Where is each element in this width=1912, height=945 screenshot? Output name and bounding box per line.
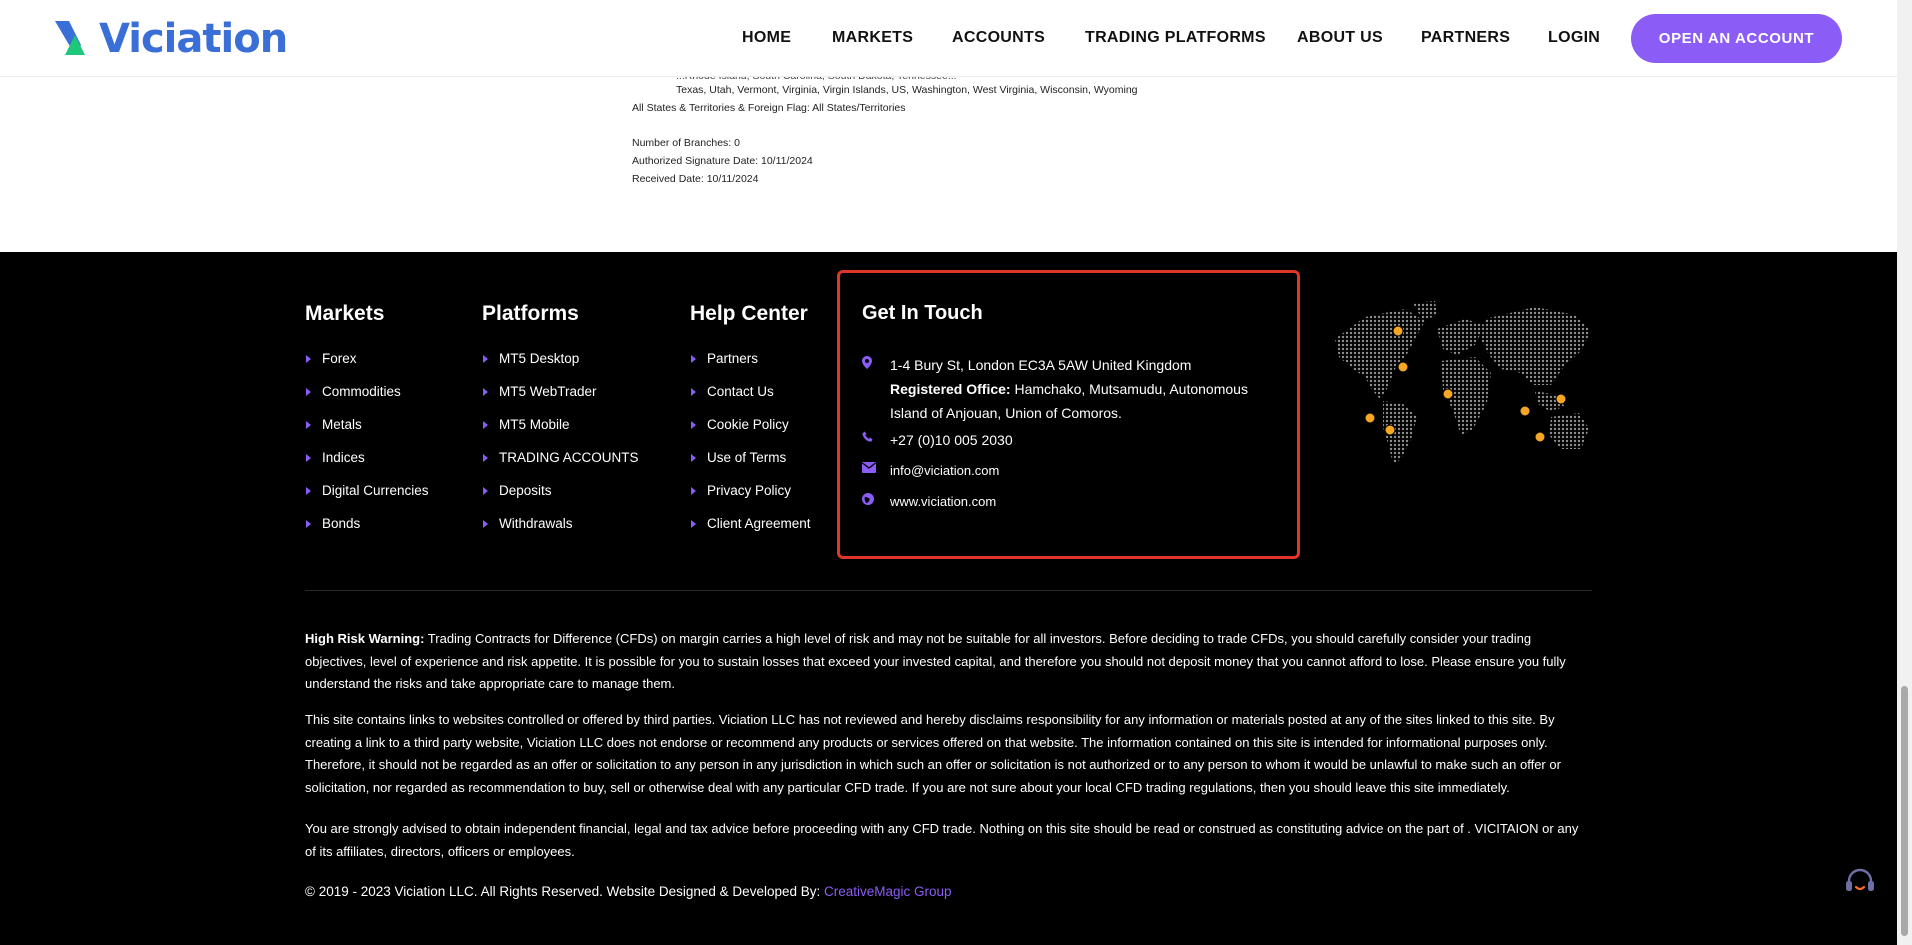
get-in-touch-title: Get In Touch (862, 302, 983, 324)
page-scrollbar[interactable] (1897, 0, 1912, 945)
footer-link-deposits[interactable]: Deposits (482, 483, 639, 516)
third-party-disclaimer: This site contains links to websites controlled or offered by third parties. Viciation LLC has not reviewed and hereby disclaims responsibility for any information or materials posted at any of the sites linked to this site. By creating a link to a third party website, Viciation LLC does not endorse or recommend any products or services offered on that website. The information contained on this site is intended for informational purposes only. Therefore, it should not be regarded as an offer or solicitation to any person in any jurisdiction in which such an offer or solicitation is not authorized or to any person to whom it would be unlawful to make such an offer or solicitation, nor regarded as recommendation to buy, sell or otherwise deal with any particular CFD trade. If you are not sure about your local CFD trading regulations, then you should leave this site immediately. (305, 712, 1561, 795)
map-pin-icon (862, 353, 890, 425)
logo-mark-icon (55, 21, 95, 57)
doc-states-line: Texas, Utah, Vermont, Virginia, Virgin Islands, US, Washington, West Virginia, Wisconsin, Wyoming (676, 84, 1138, 96)
registered-office-label: Registered Office: (890, 381, 1011, 397)
site-header (0, 0, 1897, 77)
footer-link-use-of-terms[interactable]: Use of Terms (690, 450, 811, 483)
triangle-bullet-icon (306, 388, 311, 396)
contact-website[interactable] (862, 490, 996, 514)
nav-home[interactable]: HOME (742, 29, 792, 46)
markets-list (305, 351, 429, 549)
footer-link-mt5-mobile[interactable]: MT5 Mobile (482, 417, 639, 450)
triangle-bullet-icon (691, 520, 696, 528)
doc-partial-line (676, 77, 1196, 82)
footer-link-indices[interactable]: Indices (305, 450, 429, 483)
phone-icon (862, 428, 890, 452)
footer-link-trading-accounts[interactable]: TRADING ACCOUNTS (482, 450, 639, 483)
envelope-icon (862, 459, 890, 483)
doc-all-states: All States & Territories & Foreign Flag: All States/Territories (632, 102, 906, 114)
footer-link-cookie-policy[interactable]: Cookie Policy (690, 417, 811, 450)
doc-received-date: Received Date: 10/11/2024 (632, 173, 759, 185)
globe-icon (862, 490, 890, 514)
copyright-text: © 2019 - 2023 Viciation LLC. All Rights Reserved. Website Designed & Developed By: (305, 884, 824, 899)
world-map-image (1325, 299, 1593, 467)
doc-signature-date: Authorized Signature Date: 10/11/2024 (632, 155, 813, 167)
triangle-bullet-icon (483, 454, 488, 462)
scrollbar-thumb[interactable] (1901, 686, 1908, 936)
contact-email[interactable] (862, 459, 999, 483)
nav-trading-platforms[interactable]: TRADING PLATFORMS (1085, 29, 1266, 46)
footer-link-partners[interactable]: Partners (690, 351, 811, 384)
high-risk-label: High Risk Warning: (305, 631, 425, 646)
contact-phone[interactable] (862, 428, 1013, 452)
triangle-bullet-icon (483, 520, 488, 528)
doc-branches: Number of Branches: 0 (632, 137, 740, 149)
triangle-bullet-icon (306, 454, 311, 462)
contact-address (862, 353, 1272, 425)
registered-office-text: Hamchako, Mutsamudu, Autonomous Island of Anjouan, Union of Comoros. (890, 381, 1248, 421)
triangle-bullet-icon (691, 355, 696, 363)
footer-link-metals[interactable]: Metals (305, 417, 429, 450)
footer-link-client-agreement[interactable]: Client Agreement (690, 516, 811, 549)
footer-link-digital-currencies[interactable]: Digital Currencies (305, 483, 429, 516)
footer-divider (305, 590, 1592, 591)
triangle-bullet-icon (483, 421, 488, 429)
nav-partners[interactable]: PARTNERS (1421, 29, 1511, 46)
triangle-bullet-icon (691, 454, 696, 462)
triangle-bullet-icon (691, 487, 696, 495)
site-footer (0, 252, 1897, 945)
nav-about-us[interactable]: ABOUT US (1297, 29, 1383, 46)
footer-link-contact-us[interactable]: Contact Us (690, 384, 811, 417)
nav-login[interactable]: LOGIN (1548, 29, 1601, 46)
footer-link-withdrawals[interactable]: Withdrawals (482, 516, 639, 549)
nav-accounts[interactable]: ACCOUNTS (952, 29, 1046, 46)
copyright (305, 884, 952, 899)
headset-support-icon[interactable] (1843, 866, 1877, 900)
help-center-title: Help Center (690, 302, 808, 325)
triangle-bullet-icon (483, 355, 488, 363)
phone-text: +27 (0)10 005 2030 (890, 432, 1013, 448)
email-text: info@viciation.com (890, 463, 1000, 478)
platforms-title: Platforms (482, 302, 579, 325)
triangle-bullet-icon (483, 388, 488, 396)
logo-text: Viciation (99, 16, 288, 62)
platforms-list (482, 351, 639, 549)
triangle-bullet-icon (306, 421, 311, 429)
triangle-bullet-icon (483, 487, 488, 495)
footer-link-privacy-policy[interactable]: Privacy Policy (690, 483, 811, 516)
viciation-logo[interactable] (55, 16, 288, 62)
open-account-button[interactable]: OPEN AN ACCOUNT (1631, 14, 1842, 63)
triangle-bullet-icon (306, 520, 311, 528)
markets-title: Markets (305, 302, 385, 325)
footer-link-mt5-webtrader[interactable]: MT5 WebTrader (482, 384, 639, 417)
footer-link-mt5-desktop[interactable]: MT5 Desktop (482, 351, 639, 384)
triangle-bullet-icon (306, 355, 311, 363)
nav-markets[interactable]: MARKETS (832, 29, 914, 46)
website-text: www.viciation.com (890, 494, 997, 509)
high-risk-warning (305, 628, 1592, 696)
advice-disclaimer: You are strongly advised to obtain independent financial, legal and tax advice before proceeding with any CFD trade. Nothing on this site should be read or construed as constituting advice on the part of . VICITAION or any of its affiliates, directors, officers or employees. (305, 821, 1579, 859)
developer-link[interactable]: CreativeMagic Group (824, 884, 952, 899)
address-text: 1-4 Bury St, London EC3A 5AW United Kingdom (890, 357, 1192, 373)
help-center-list (690, 351, 811, 549)
footer-link-forex[interactable]: Forex (305, 351, 429, 384)
triangle-bullet-icon (306, 487, 311, 495)
footer-link-commodities[interactable]: Commodities (305, 384, 429, 417)
triangle-bullet-icon (691, 388, 696, 396)
high-risk-text: Trading Contracts for Difference (CFDs) on margin carries a high level of risk and may not be suitable for all investors. Before deciding to trade CFDs, you should carefully consider your trading objectives, level of experience and risk appetite. It is possible for you to sustain losses that exceed your invested capital, and therefore you should not deposit money that you cannot afford to lose. Please ensure you fully understand the risks and take appropriate care to manage them. (305, 631, 1566, 691)
document-snippet (0, 77, 1897, 252)
triangle-bullet-icon (691, 421, 696, 429)
footer-link-bonds[interactable]: Bonds (305, 516, 429, 549)
get-in-touch-box (837, 270, 1300, 559)
